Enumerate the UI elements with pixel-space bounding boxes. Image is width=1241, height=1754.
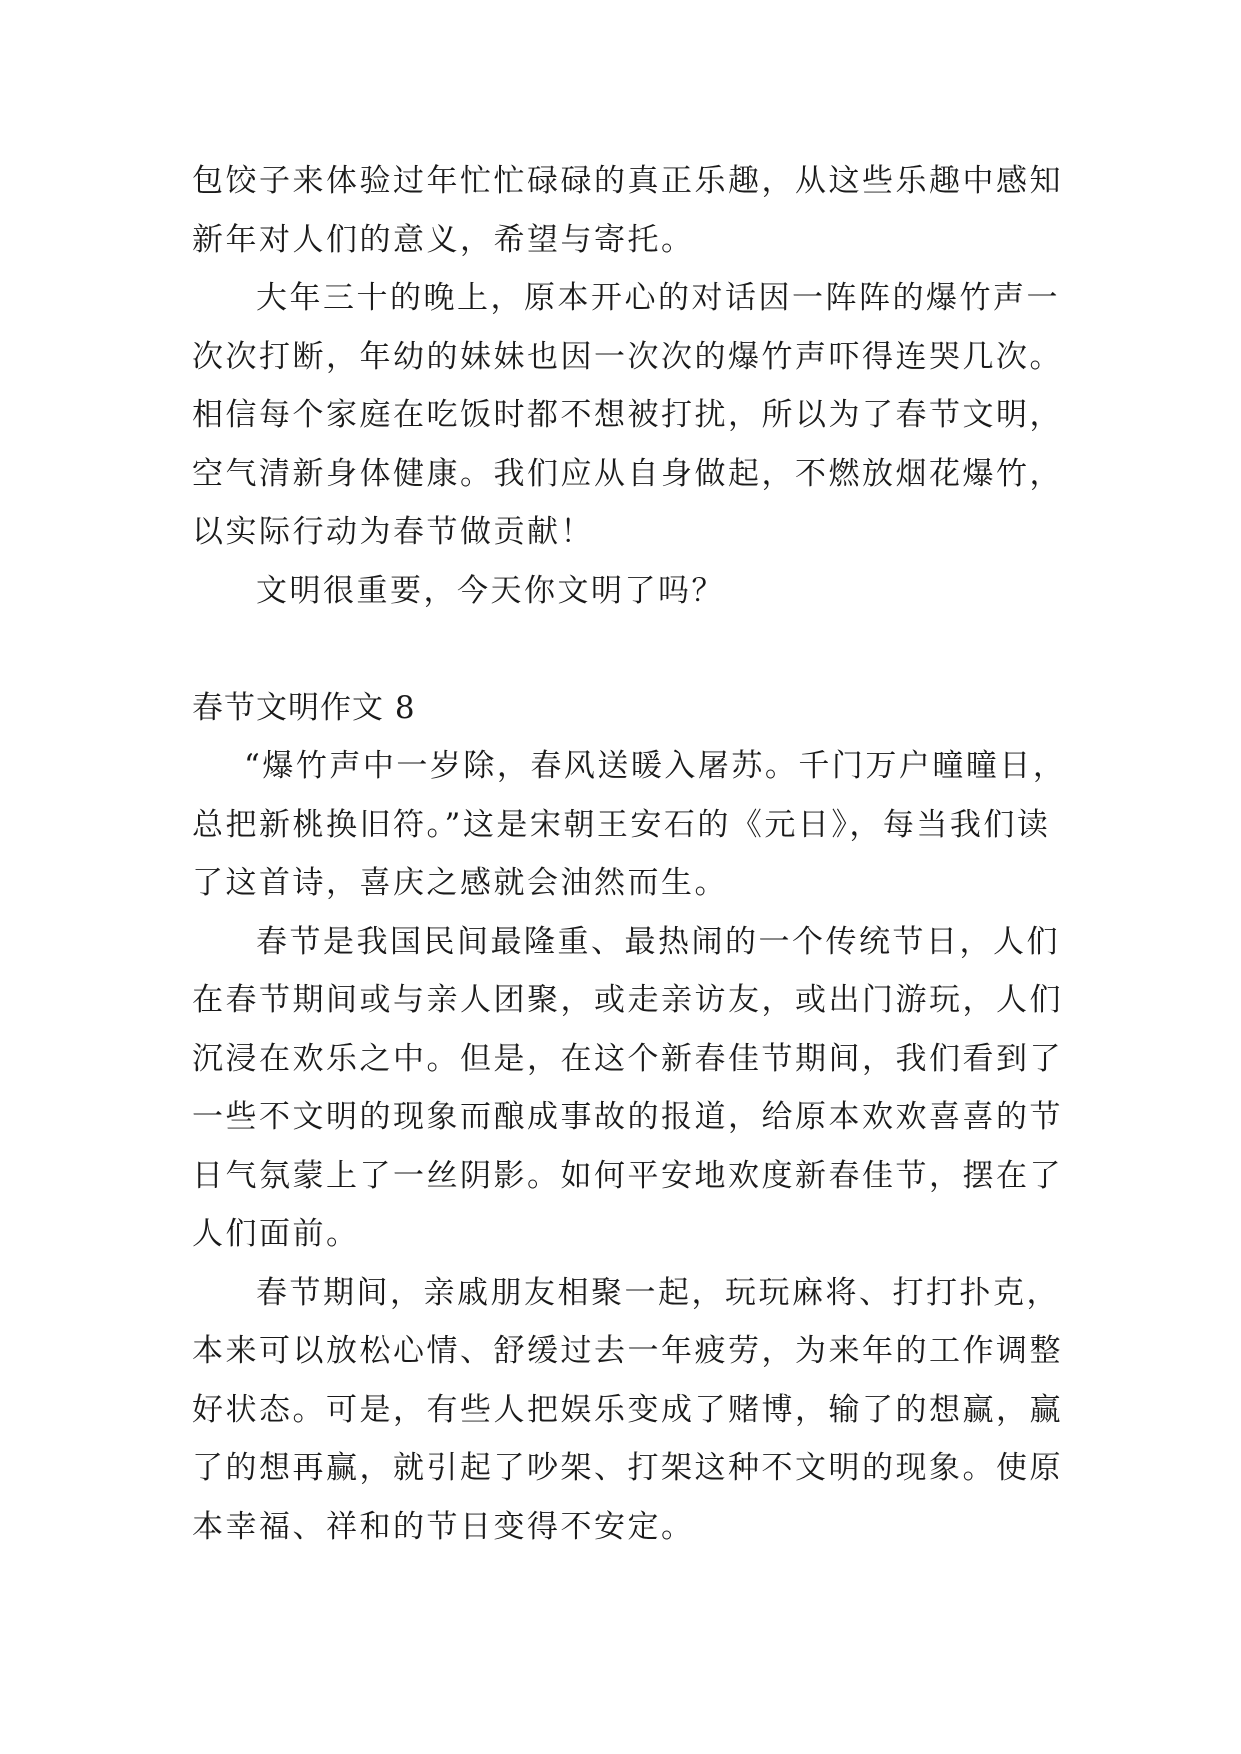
text-line: 总把新桃换旧符。”这是宋朝王安石的《元日》，每当我们读 <box>192 806 1051 843</box>
text-line: 在春节期间或与亲人团聚，或走亲访友，或出门游玩，人们 <box>192 982 1063 1018</box>
essay-title: 春节文明作文 8 <box>192 689 416 726</box>
text-line: 本幸福、祥和的节日变得不安定。 <box>192 1508 695 1545</box>
text-line: 春节期间，亲戚朋友相聚一起，玩玩麻将、打打扑克， <box>256 1274 1060 1311</box>
document-body <box>192 152 1067 1556</box>
text-line: 大年三十的晚上，原本开心的对话因一阵阵的爆竹声一 <box>256 280 1060 316</box>
paragraph <box>192 1264 1062 1557</box>
text-line: 好状态。可是，有些人把娱乐变成了赌博，输了的想赢，赢 <box>192 1391 1063 1428</box>
text-line: 了这首诗，喜庆之感就会油然而生。 <box>192 865 728 901</box>
text-line: 本来可以放松心情、舒缓过去一年疲劳，为来年的工作调整 <box>192 1333 1063 1369</box>
text-line: 沉浸在欢乐之中。但是，在这个新春佳节期间，我们看到了 <box>192 1040 1063 1077</box>
text-line: 空气清新身体健康。我们应从自身做起，不燃放烟花爆竹， <box>192 455 1063 492</box>
text-line: 以实际行动为春节做贡献！ <box>192 514 594 550</box>
text-line: 日气氛蒙上了一丝阴影。如何平安地欢度新春佳节，摆在了 <box>192 1157 1063 1194</box>
text-line: 春节是我国民间最隆重、最热闹的一个传统节日，人们 <box>256 923 1060 960</box>
text-line: 相信每个家庭在吃饭时都不想被打扰，所以为了春节文明， <box>192 397 1063 433</box>
text-line: “爆竹声中一岁除，春风送暖入屠苏。千门万户曈曈日， <box>244 748 1067 784</box>
text-line: 次次打断，年幼的妹妹也因一次次的爆竹声吓得连哭几次。 <box>192 338 1063 375</box>
paragraph <box>192 269 1062 562</box>
paragraph <box>192 737 1067 913</box>
text-line: 一些不文明的现象而酿成事故的报道，给原本欢欢喜喜的节 <box>192 1099 1063 1135</box>
paragraph <box>192 152 1062 269</box>
section-spacer <box>192 620 1062 679</box>
text-line: 人们面前。 <box>192 1216 360 1252</box>
text-line: 包饺子来体验过年忙忙碌碌的真正乐趣，从这些乐趣中感知 <box>192 163 1063 199</box>
text-line: 新年对人们的意义，希望与寄托。 <box>192 221 695 258</box>
text-line: 文明很重要，今天你文明了吗？ <box>256 572 725 609</box>
paragraph <box>192 913 1062 1264</box>
text-line: 了的想再赢，就引起了吵架、打架这种不文明的现象。使原 <box>192 1450 1063 1486</box>
paragraph <box>192 562 1062 621</box>
